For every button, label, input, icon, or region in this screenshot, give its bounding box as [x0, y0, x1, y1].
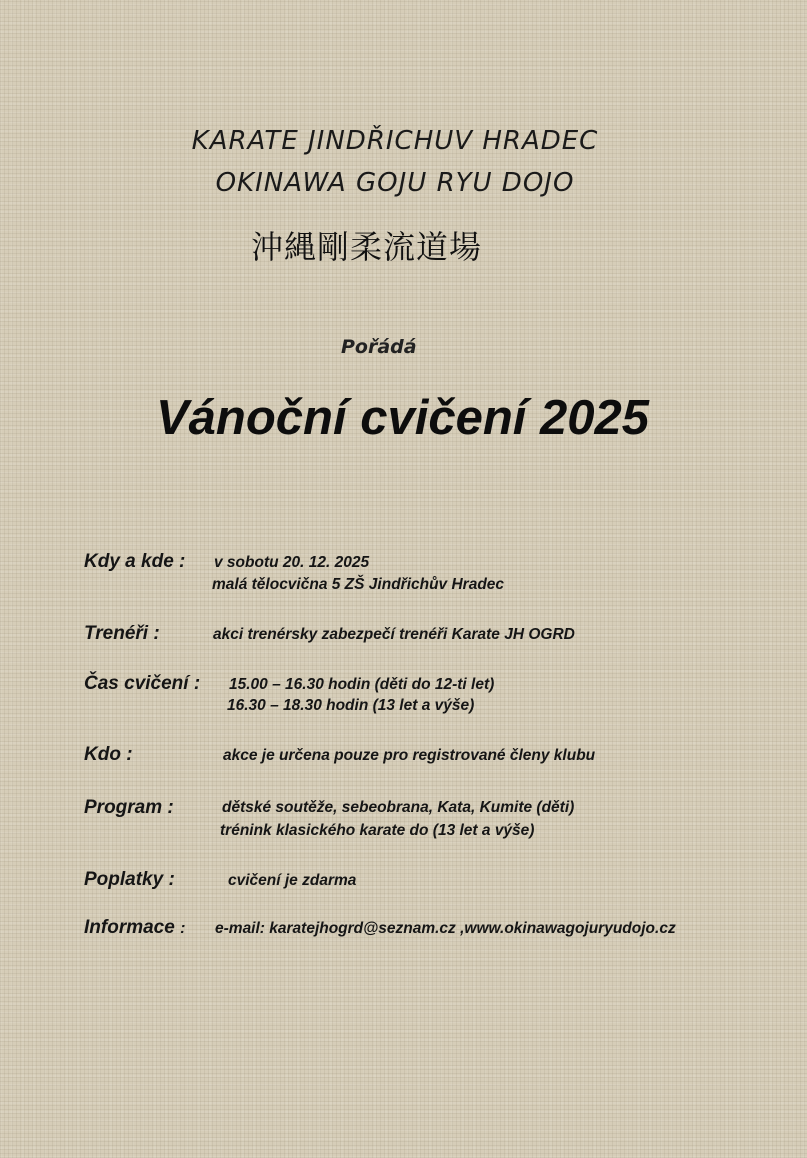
when-where-label: Kdy a kde : — [84, 551, 186, 572]
info-contact: e-mail: karatejhogrd@seznam.cz ,www.okinawagojuryudojo.cz — [215, 920, 676, 937]
trainers-value: akci trenérsky zabezpečí trenéři Karate JH OGRD — [213, 626, 575, 643]
kanji-title: 沖縄剛柔流道場 — [251, 228, 483, 266]
fees-label: Poplatky : — [84, 869, 175, 890]
trainers-label: Trenéři : — [84, 623, 160, 644]
who-label: Kdo : — [84, 744, 133, 765]
organizes-label: Pořádá — [341, 336, 417, 358]
when-where-place: malá tělocvična 5 ZŠ Jindřichův Hradec — [212, 576, 505, 593]
who-value: akce je určena pouze pro registrované členy klubu — [223, 747, 596, 764]
fees-value: cvičení je zdarma — [228, 872, 357, 889]
time-kids: 15.00 – 16.30 hodin (děti do 12-ti let) — [229, 676, 495, 693]
club-name-line1: KARATE JINDŘICHUV HRADEC — [191, 126, 599, 156]
when-where-date: v sobotu 20. 12. 2025 — [214, 554, 370, 571]
info-label — [84, 917, 185, 939]
program-kids: dětské soutěže, sebeobrana, Kata, Kumite (děti) — [222, 799, 575, 816]
program-adults: trénink klasického karate do (13 let a výše) — [220, 822, 535, 839]
time-label: Čas cvičení : — [84, 673, 201, 694]
event-title: Vánoční cvičení 2025 — [156, 391, 649, 445]
time-adults: 16.30 – 18.30 hodin (13 let a výše) — [227, 697, 475, 714]
info-label-colon: : — [180, 920, 186, 937]
info-label-text: Informace — [84, 917, 175, 938]
club-name-line2: OKINAWA GOJU RYU DOJO — [215, 168, 575, 198]
program-label: Program : — [84, 797, 174, 818]
